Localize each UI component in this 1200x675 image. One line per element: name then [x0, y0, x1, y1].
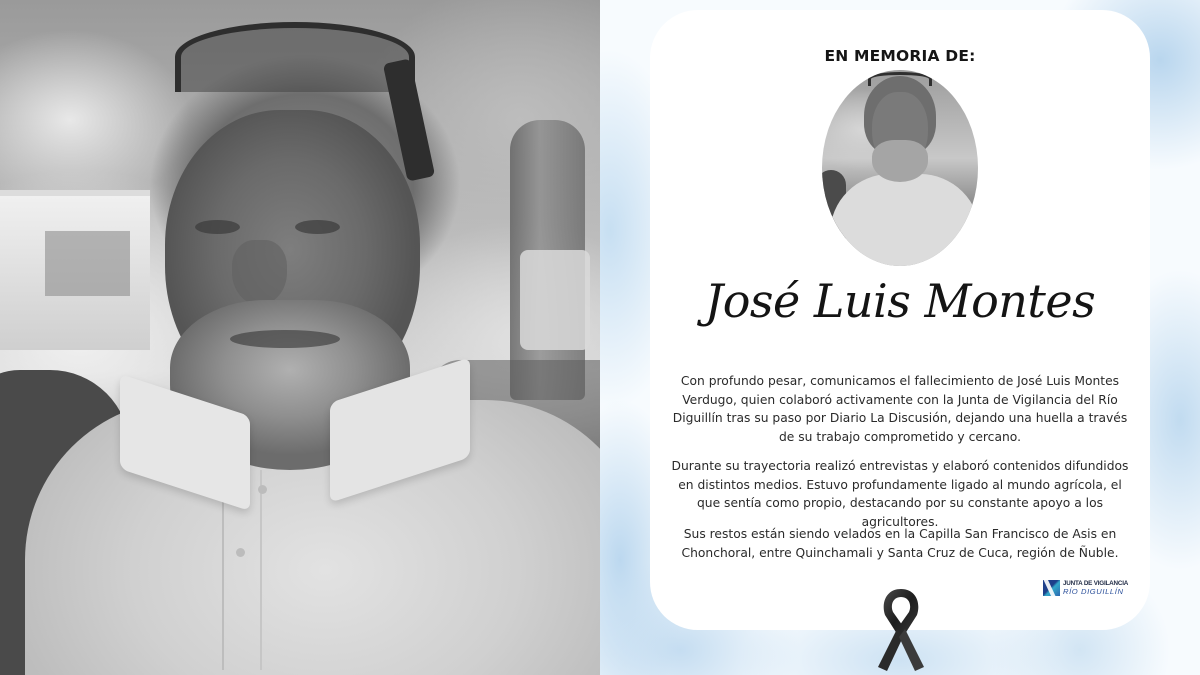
river-logo-icon [1043, 580, 1060, 596]
logo-line-2: RÍO DIGUILLÍN [1063, 587, 1124, 596]
shirt-button [236, 548, 245, 557]
portrait-sunglasses [868, 72, 932, 86]
oval-portrait [822, 70, 978, 266]
shirt-button [258, 485, 267, 494]
paragraph-announcement: Con profundo pesar, comunicamos el fallecimiento de José Luis Montes Verdugo, quien colaboró activamente con la Junta de Vigilancia del Río Diguillín tras su paso por Diario La Discusión, dejando una huella a través de su trabajo comprometido y cercano. [672, 374, 1128, 444]
paragraph-career: Durante su trayectoria realizó entrevistas y elaboró contenidos difundidos en distintos medios. Estuvo profundamente ligado al mundo agrícola, el que sentía como propio, destacando por su constante apoyo a los agricultores. [671, 459, 1129, 529]
nose [232, 240, 287, 305]
deceased-name: José Luis Montes [704, 274, 1096, 328]
mourning-ribbon-icon [872, 585, 930, 675]
background-building [0, 190, 150, 350]
background-tree-base [520, 250, 590, 350]
eye-right [295, 220, 340, 234]
memorial-panel [600, 0, 1200, 675]
sunglasses [175, 22, 415, 92]
mouth [230, 330, 340, 348]
memorial-heading: EN MEMORIA DE: [824, 47, 976, 65]
logo-text [1063, 580, 1128, 596]
portrait-shirt [830, 174, 978, 266]
memorial-card [650, 10, 1150, 630]
portrait-beard [872, 140, 928, 182]
logo-line-1: JUNTA DE VIGILANCIA [1063, 580, 1129, 587]
eye-left [195, 220, 240, 234]
junta-vigilancia-logo [1043, 580, 1128, 596]
paragraph-wake-location: Sus restos están siendo velados en la Capilla San Francisco de Asis en Chonchoral, entre Quinchamali y Santa Cruz de Cuca, región de Ñuble. [681, 527, 1119, 560]
